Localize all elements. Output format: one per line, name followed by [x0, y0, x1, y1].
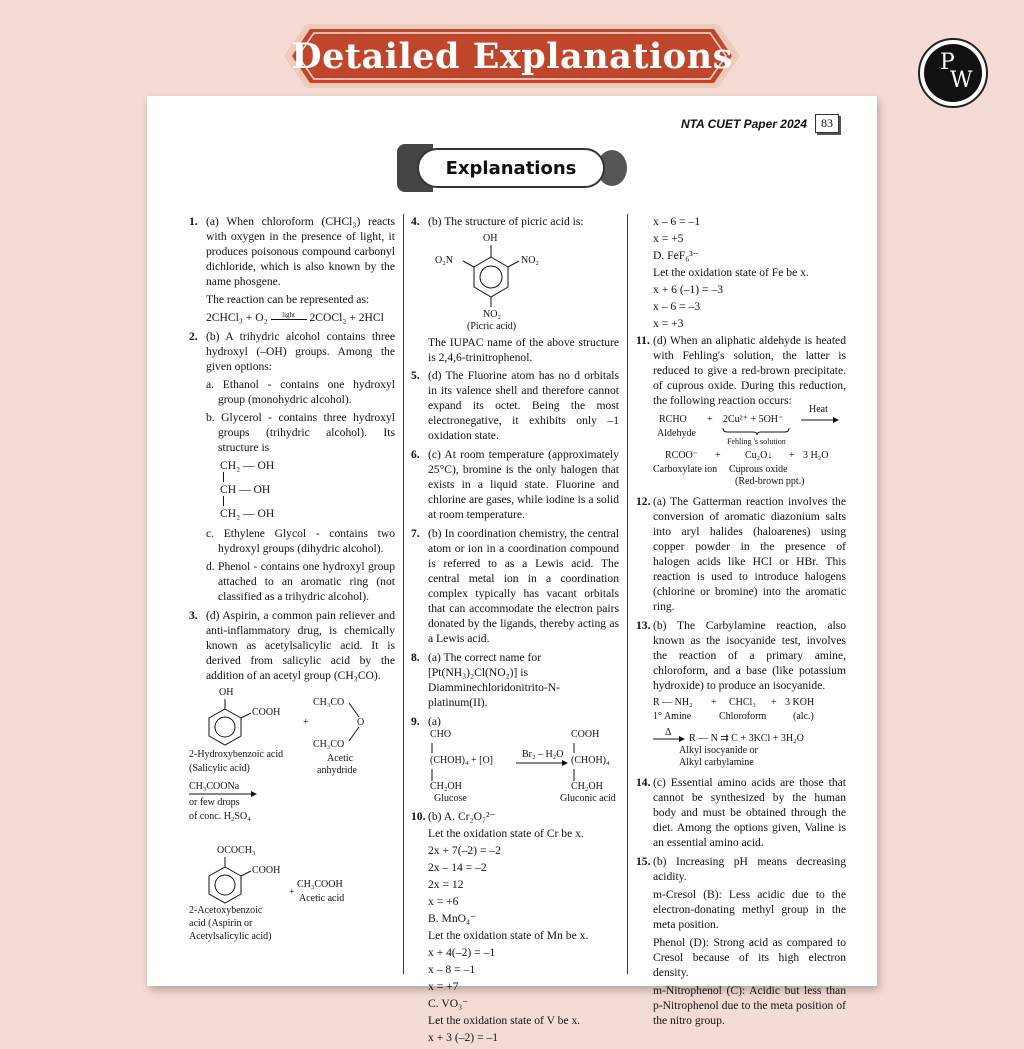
aspirin-synthesis-figure: OH COOH + CH₃CO O CH₃CO 2-Hydroxybenzoic acid (Salicylic acid) Acetic anhydride CH₃COONa or few drops of conc. H₂SO₄ OCOCH₃ COOH + CH₃COOH Acetic acid 2-Acetoxybenzoic acid (Aspirin or Acetylsalicylic acid)	[189, 687, 395, 957]
section-title: Explanations	[417, 148, 605, 188]
answer-3: 3. (d) Aspirin, a common pain reliever and anti-inflammatory drug, is chemically known as acetylsalicylic acid. It is derived from salicylic acid by the addition of an acetyl group (CH₃CO).	[189, 609, 395, 682]
logo-letter-p: P	[940, 50, 955, 75]
glycerol-structure: CH₂ — OH CH — OH CH₂ — OH	[220, 459, 275, 520]
answer-8: 8. (a) The correct name for [Pt(NH₃)₂Cl(NO₂)] is Diamminechloridonitrito-N-platinum(II).	[411, 651, 561, 709]
picric-acid-structure: OH O₂N NO₂ NO₂ (Picric acid)	[435, 233, 539, 332]
glucose-oxidation-figure: CHO (CHOH)₄ + [O] CH₂OH Glucose Br₂ – H₂O COOH (CHOH)₄ CH₂OH Gluconic acid	[430, 729, 616, 804]
document-page	[147, 96, 877, 1044]
equation: 2CHCl₃ + O₂ light 2COCl₂ + 2HCl	[206, 311, 384, 324]
answer-6: 6. (c) At room temperature (approximately 25°C), bromine is the only halogen that exists in a liquid state. Fluorine and chlorine are gases, while iodine is a solid at room temperature.	[411, 448, 619, 521]
answer-14: 14. (c) Essential amino acids are those that cannot be synthesized by the human body and must be obtained through the diet. Among the options given, Valine is an essential amino acid.	[636, 776, 846, 849]
answer-9: 9. (a) CHO (CHOH)₄ + [O] CH₂OH Glucose Br₂ – H₂O COOH (CHOH)₄ CH₂OH Gluconic acid	[411, 714, 619, 805]
column-divider	[403, 214, 404, 974]
fehling-reaction: RCHO + 2Cu²⁺ + 5OH⁻ Heat Aldehyde Fehling 's solution RCOO⁻ + Cu₂O↓ + 3 H₂O Carboxylate ion Cuprous oxide (Red-brown ppt.)	[653, 408, 846, 484]
running-head-title: NTA CUET Paper 2024	[680, 116, 807, 131]
logo-letter-w: W	[950, 68, 973, 93]
column-2: 4. (b) The structure of picric acid is: OH O₂N NO₂ NO₂ (Picric acid) The IUPAC name of the above structure is 2,4,6-trinitrophenol. 5. (d) The Fluorine atom has no d orbitals in its valence shell and therefore cannot expand its octet. Being the most electronegative, it exhibits only –1 oxidation state. 6. (c) At room temperature (approximately 25°C), bromine is the only halogen that exists in a liquid state. Fluorine and chlorine are gases, while iodine is a solid at room temperature. 7. (b) In coordination chemistry, the central atom or ion in a coordination compound is referred to as a Lewis acid. The central metal ion in a coordination complex typically has vacant orbitals that can accommodate the electron pairs donated by the ligands, thereby acting as a Lewis acid. 8. (a) The correct name for [Pt(NH₃)₂Cl(NO₂)] is Diamminechloridonitrito-N-platinum(II). 9. (a) CHO (CHOH)₄ + [O] CH₂OH Glucose Br₂ – H₂O COOH (CHOH)₄ CH₂OH Gluconic acid 10. (b) A. Cr₂O₇²⁻ Let the oxidation state of Cr be x. 2x + 7(–2) = –2 2x – 14 = –2 2x = 12 x = +6 B. MnO₄⁻ Let the oxidation state of Mn be x. x + 4(–2) = –1 x – 8 = –1 x = +7 C. VO₃⁻ Let the oxidation state of V be x. x + 3 (–2) = –1	[411, 215, 619, 1044]
answer-2: 2. (b) A trihydric alcohol contains three hydroxyl (–OH) groups. Among the given options: a. Ethanol - contains one hydroxyl group (monohydric alcohol). b. Glycerol - contains three hydroxyl groups (trihydric alcohol). Its structure is CH₂ — OH CH — OH CH₂ — OH c. Ethylene Glycol - contains two hydroxyl groups (dihydric alcohol). d. Phenol - contains one hydroxyl group attached to an aromatic ring (not classified as a trihydric alcohol).	[189, 330, 395, 603]
section-title-badge	[397, 144, 627, 192]
answer-1	[189, 214, 395, 325]
column-1	[189, 214, 395, 957]
answer-text: The reaction can be represented as:	[206, 293, 370, 306]
title-banner	[284, 20, 740, 92]
answer-10: 10. (b) A. Cr₂O₇²⁻ Let the oxidation state of Cr be x. 2x + 7(–2) = –2 2x – 14 = –2 2x = 12 x = +6 B. MnO₄⁻ Let the oxidation state of Mn be x. x + 4(–2) = –1 x – 8 = –1 x = +7 C. VO₃⁻ Let the oxidation state of V be x. x + 3 (–2) = –1	[411, 810, 589, 1044]
running-head	[681, 114, 839, 133]
column-divider	[627, 214, 628, 974]
pw-logo	[918, 38, 988, 108]
answer-10-continued: x – 6 = –1 x = +5 D. FeF₆³⁻ Let the oxidation state of Fe be x. x + 6 (–1) = –3 x – 6 = –3 x = +3	[653, 215, 809, 330]
carbylamine-reaction: R — NH₂ + CHCl₃ + 3 KOH 1° Amine Chloroform (alc.) Δ R — N ⇉ C + 3KCl + 3H₂O Alkyl isocyanide or Alkyl carbylamine	[653, 697, 815, 768]
answer-12: 12. (a) The Gatterman reaction involves the conversion of aromatic diazonium salts into aryl halides (haloarenes) using copper powder in the presence of halogen acids like HCl or HBr. This reaction is used to introduce halogens (chlorine or bromine) into the aromatic ring.	[636, 495, 846, 613]
page-number: 83	[815, 114, 839, 133]
answer-number: 1.	[189, 215, 198, 228]
column-3	[636, 214, 846, 1032]
answer-11: 11. (d) When an aliphatic aldehyde is heated with Fehling's solution, the latter is reduced to give a red-brown precipitate. of cuprous oxide. During this reduction, the following reaction occurs: RCHO + 2Cu²⁺ + 5OH⁻ Heat Aldehyde Fehling 's solution RCOO⁻ + Cu₂O↓ + 3 H₂O Carboxylate ion Cuprous oxide (Red-brown ppt.)	[636, 334, 846, 487]
answer-15: 15. (b) Increasing pH means decreasing acidity. m-Cresol (B): Less acidic due to the electron-donating methyl group in the meta position. Phenol (D): Strong acid as compared to Cresol because of its high electron density. m-Nitrophenol (C): Acidic but less than p-Nitrophenol due to the meta position of the nitro group.	[636, 855, 846, 1027]
answer-5: 5. (d) The Fluorine atom has no d orbitals in its valence shell and therefore cannot expand its octet. Being the most electronegative, it exhibits only –1 oxidation state.	[411, 369, 619, 442]
answer-7: 7. (b) In coordination chemistry, the central atom or ion in a coordination compound is referred to as a Lewis acid. The central metal ion in a coordination complex typically has vacant orbitals that can accommodate the electron pairs donated by the ligands, thereby acting as a Lewis acid.	[411, 527, 619, 645]
banner-title: Detailed Explanations	[291, 35, 733, 77]
answer-4: 4. (b) The structure of picric acid is:	[411, 215, 584, 228]
answer-13: 13. (b) The Carbylamine reaction, also known as the isocyanide test, involves the reaction of a primary amine, chloroform, and a base (like potassium hydroxide) to produce an isocyanide. R — NH₂ + CHCl₃ + 3 KOH 1° Amine Chloroform (alc.) Δ R — N ⇉ C + 3KCl + 3H₂O Alkyl isocyanide or Alkyl carbylamine	[636, 619, 846, 768]
answer-text: (a) When chloroform (CHCl₃) reacts with oxygen in the presence of light, it produces poisonous compound carbonyl dichloride, which is also known by the name phosgene.	[206, 215, 395, 288]
reaction-arrow: light	[271, 311, 307, 320]
